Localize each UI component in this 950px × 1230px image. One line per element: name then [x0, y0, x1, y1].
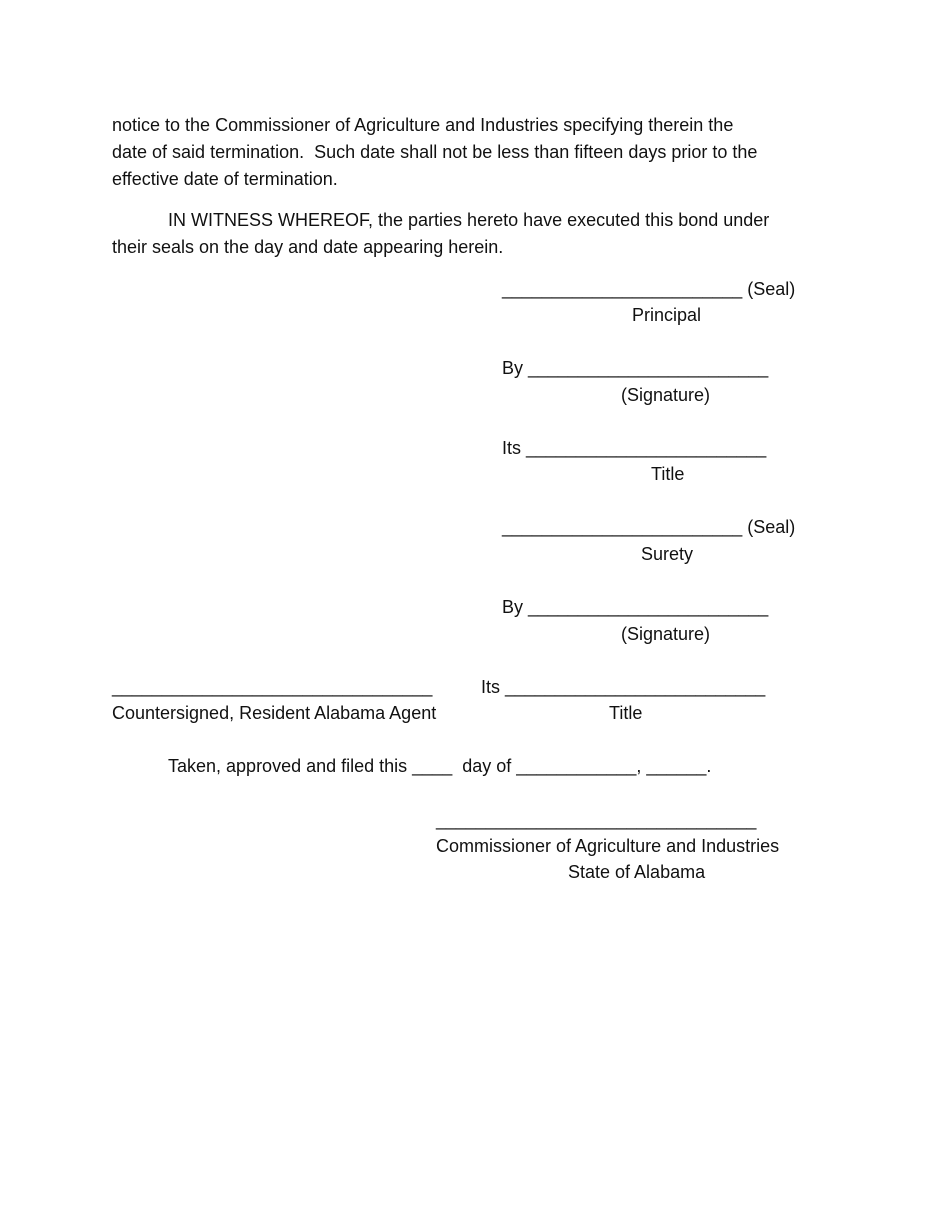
commissioner-signature-line: ________________________________	[436, 810, 757, 830]
surety-its-line: Its __________________________	[481, 677, 766, 697]
surety-signature-label: (Signature)	[621, 624, 711, 644]
approval-text: Taken, approved and filed this ____ day of ____________, ______.	[168, 756, 712, 776]
principal-signature-label: (Signature)	[621, 385, 711, 405]
paragraph-1-line-3: effective date of termination.	[112, 169, 338, 189]
principal-label: Principal	[632, 305, 702, 325]
paragraph-1-line-1: notice to the Commissioner of Agriculture and Industries specifying therein the	[112, 115, 734, 135]
paragraph-2-line-2: their seals on the day and date appearing herein.	[112, 237, 504, 257]
principal-title-label: Title	[651, 464, 685, 484]
surety-by-line: By ________________________	[502, 597, 769, 617]
surety-label: Surety	[641, 544, 694, 564]
surety-title-label: Title	[609, 703, 643, 723]
countersign-label: Countersigned, Resident Alabama Agent	[112, 703, 437, 723]
paragraph-2-line-1: IN WITNESS WHEREOF, the parties hereto have executed this bond under	[168, 210, 770, 230]
countersign-line: ________________________________	[112, 677, 433, 697]
principal-its-line: Its ________________________	[502, 438, 767, 458]
surety-seal-line: ________________________ (Seal)	[502, 517, 796, 537]
commissioner-state: State of Alabama	[568, 862, 706, 882]
paragraph-1-line-2: date of said termination. Such date shall not be less than fifteen days prior to the	[112, 142, 758, 162]
principal-by-line: By ________________________	[502, 358, 769, 378]
commissioner-label: Commissioner of Agriculture and Industries	[436, 836, 780, 856]
principal-seal-line: ________________________ (Seal)	[502, 279, 796, 299]
